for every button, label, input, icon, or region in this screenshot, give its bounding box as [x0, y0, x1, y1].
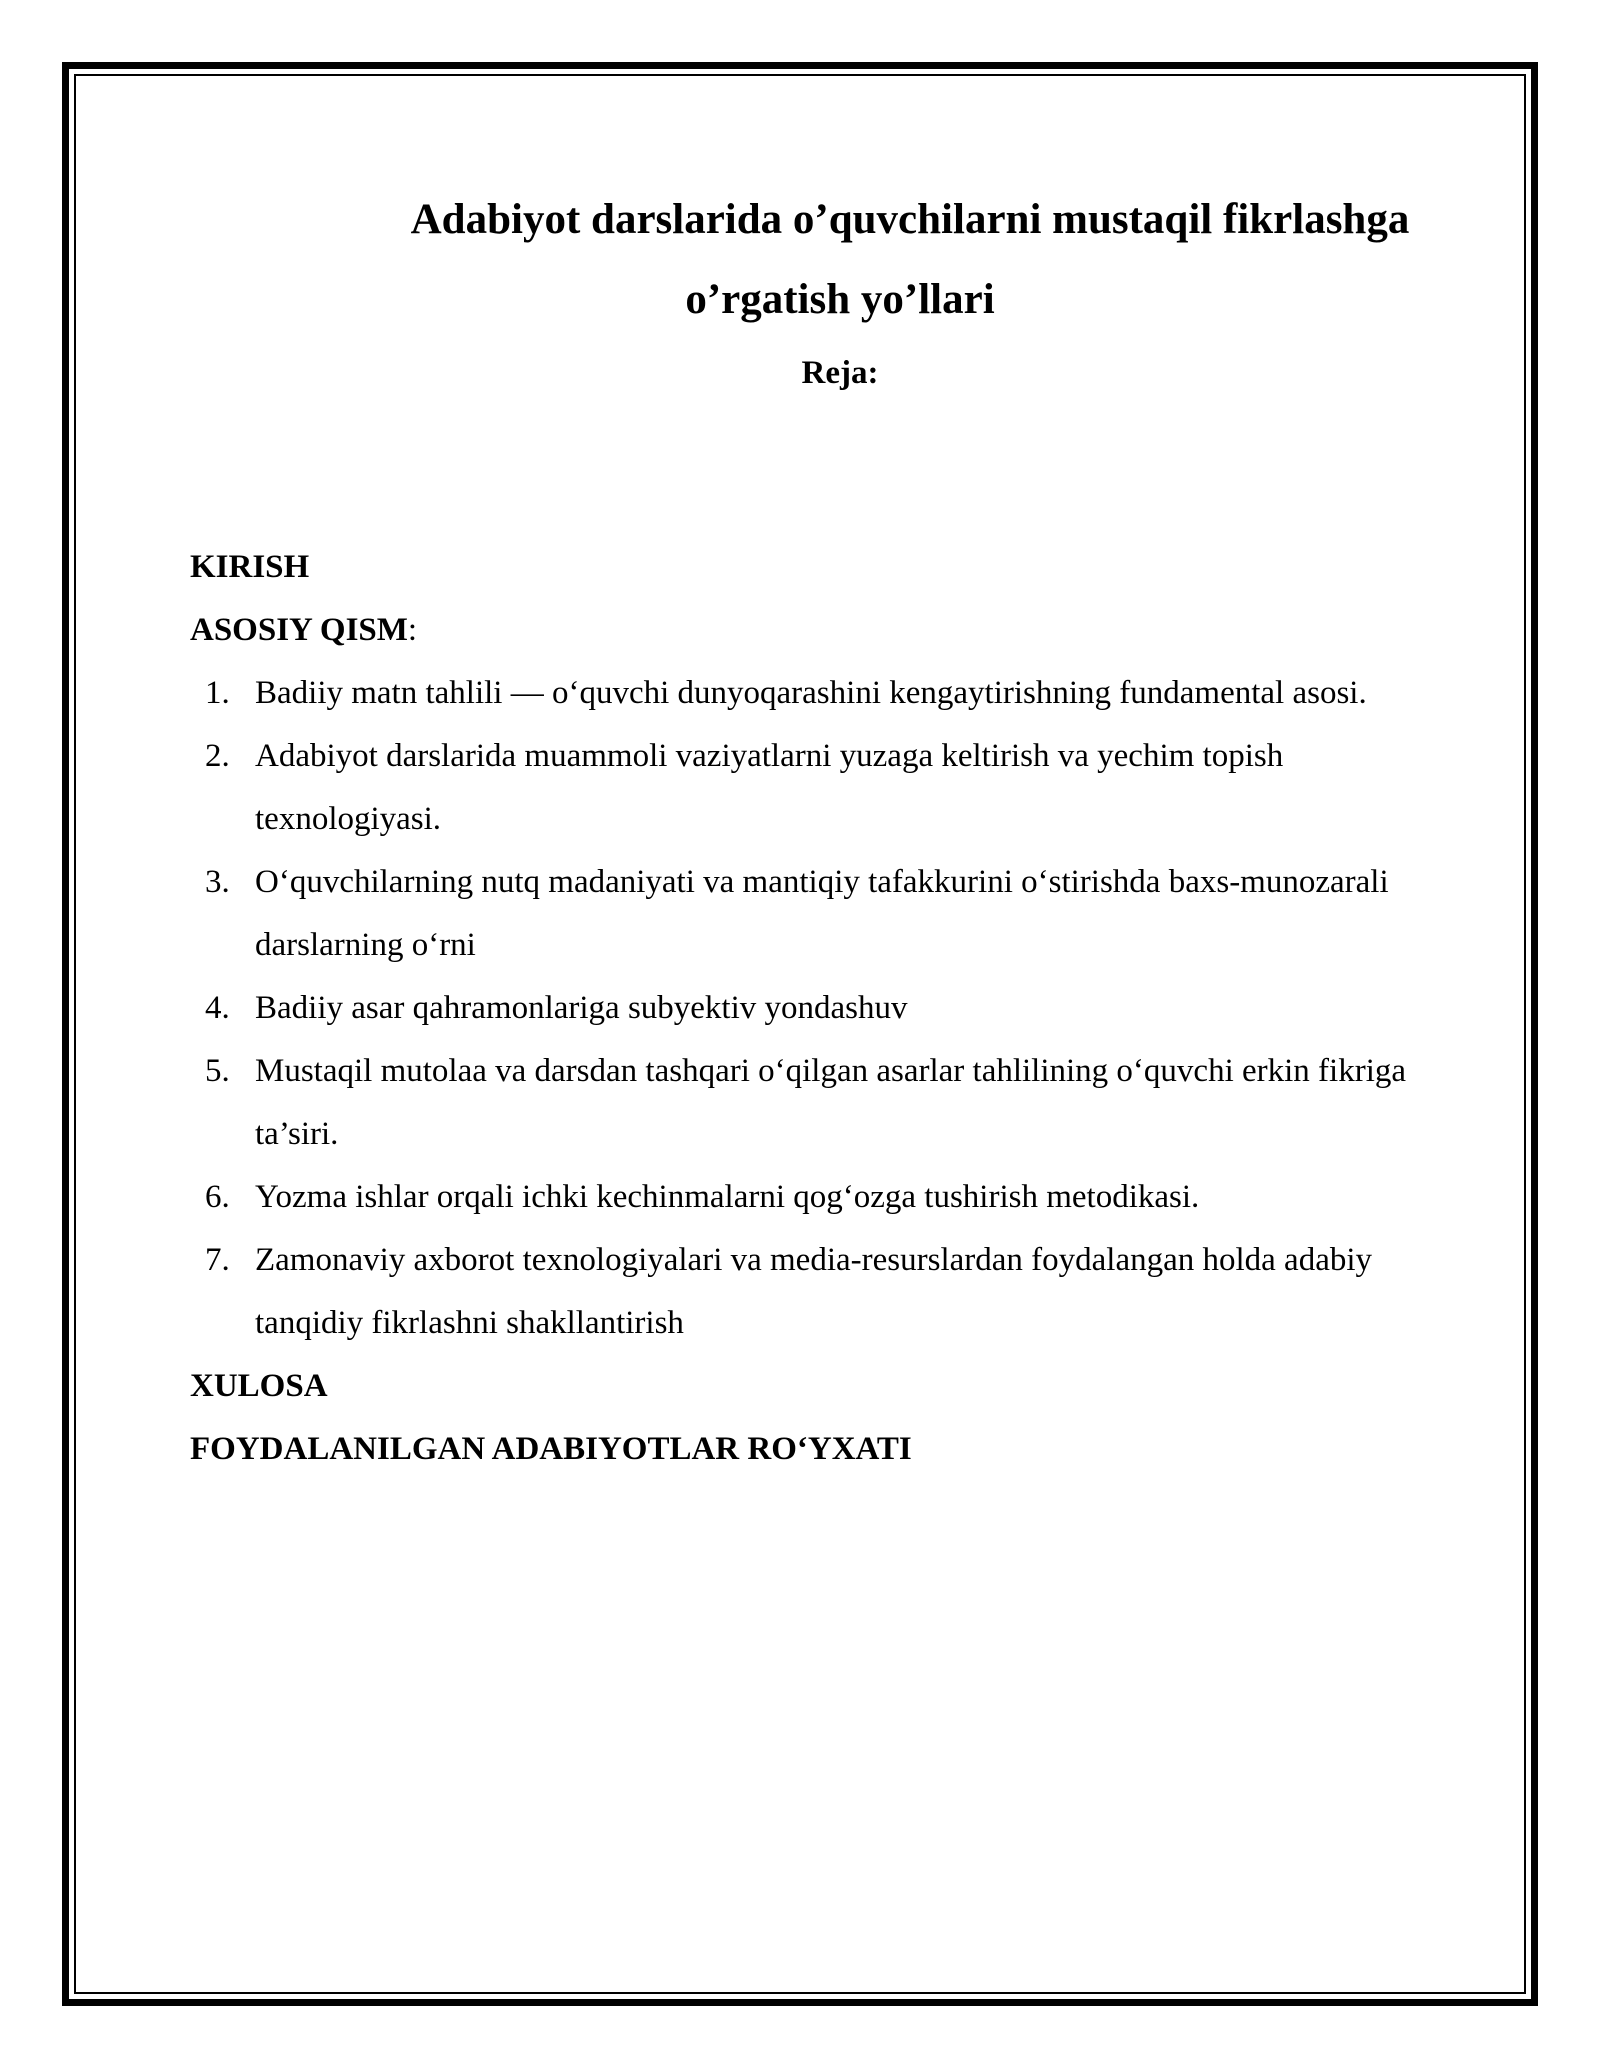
- main-part-heading-text: ASOSIY QISM: [190, 612, 408, 648]
- plan-item-text: O‘quvchilarning nutq madaniyati va mantiqiy tafakkurini o‘stirishda baxs-munozarali darslarning o‘rni: [255, 864, 1389, 963]
- intro-heading: KIRISH: [190, 549, 310, 585]
- plan-item-text: Zamonaviy axborot texnologiyalari va media-resurslardan foydalangan holda adabiy tanqidiy fikrlashni shakllantirish: [255, 1242, 1373, 1341]
- plan-list-item: [190, 662, 1420, 725]
- plan-item-text: Badiiy matn tahlili — o‘quvchi dunyoqarashini kengaytirishning fundamental asosi.: [255, 675, 1367, 711]
- plan-item-text: Badiiy asar qahramonlariga subyektiv yondashuv: [255, 990, 908, 1026]
- title-line-1: Adabiyot darslarida o’quvchilarni mustaqil fikrlashga: [410, 196, 1410, 243]
- plan-item-text: Adabiyot darslarida muammoli vaziyatlarni yuzaga keltirish va yechim topish texnologiyasi.: [255, 738, 1284, 837]
- plan-item-number: 1.: [205, 675, 230, 711]
- plan-list-item: [190, 1166, 1420, 1229]
- main-part-heading: [190, 599, 1420, 662]
- plan-item-number: 4.: [205, 990, 230, 1026]
- plan-item-number: 3.: [205, 864, 230, 900]
- plan-list-item: [190, 977, 1420, 1040]
- plan-list-item: [190, 725, 1420, 851]
- plan-item-text: Yozma ishlar orqali ichki kechinmalarni qog‘ozga tushirish metodikasi.: [255, 1179, 1200, 1215]
- plan-list-item: [190, 851, 1420, 977]
- plan-list-item: [190, 1229, 1420, 1355]
- references-heading: FOYDALANILGAN ADABIYOTLAR RO‘YXATI: [190, 1431, 912, 1467]
- plan-item-text: Mustaqil mutolaa va darsdan tashqari o‘qilgan asarlar tahlilining o‘quvchi erkin fikriga ta’siri.: [255, 1053, 1407, 1152]
- plan-item-number: 6.: [205, 1179, 230, 1215]
- title-line-2: o’rgatish yo’llari: [685, 276, 995, 323]
- plan-item-number: 7.: [205, 1242, 230, 1278]
- conclusion-heading: XULOSA: [190, 1368, 328, 1404]
- plan-content: [190, 536, 1420, 1481]
- plan-list-item: [190, 1040, 1420, 1166]
- main-part-heading-colon: :: [407, 612, 418, 648]
- plan-item-number: 2.: [205, 738, 230, 774]
- document-title: [190, 180, 1490, 340]
- plan-list: [190, 662, 1420, 1355]
- plan-item-number: 5.: [205, 1053, 230, 1089]
- plan-label: Reja:: [801, 355, 879, 391]
